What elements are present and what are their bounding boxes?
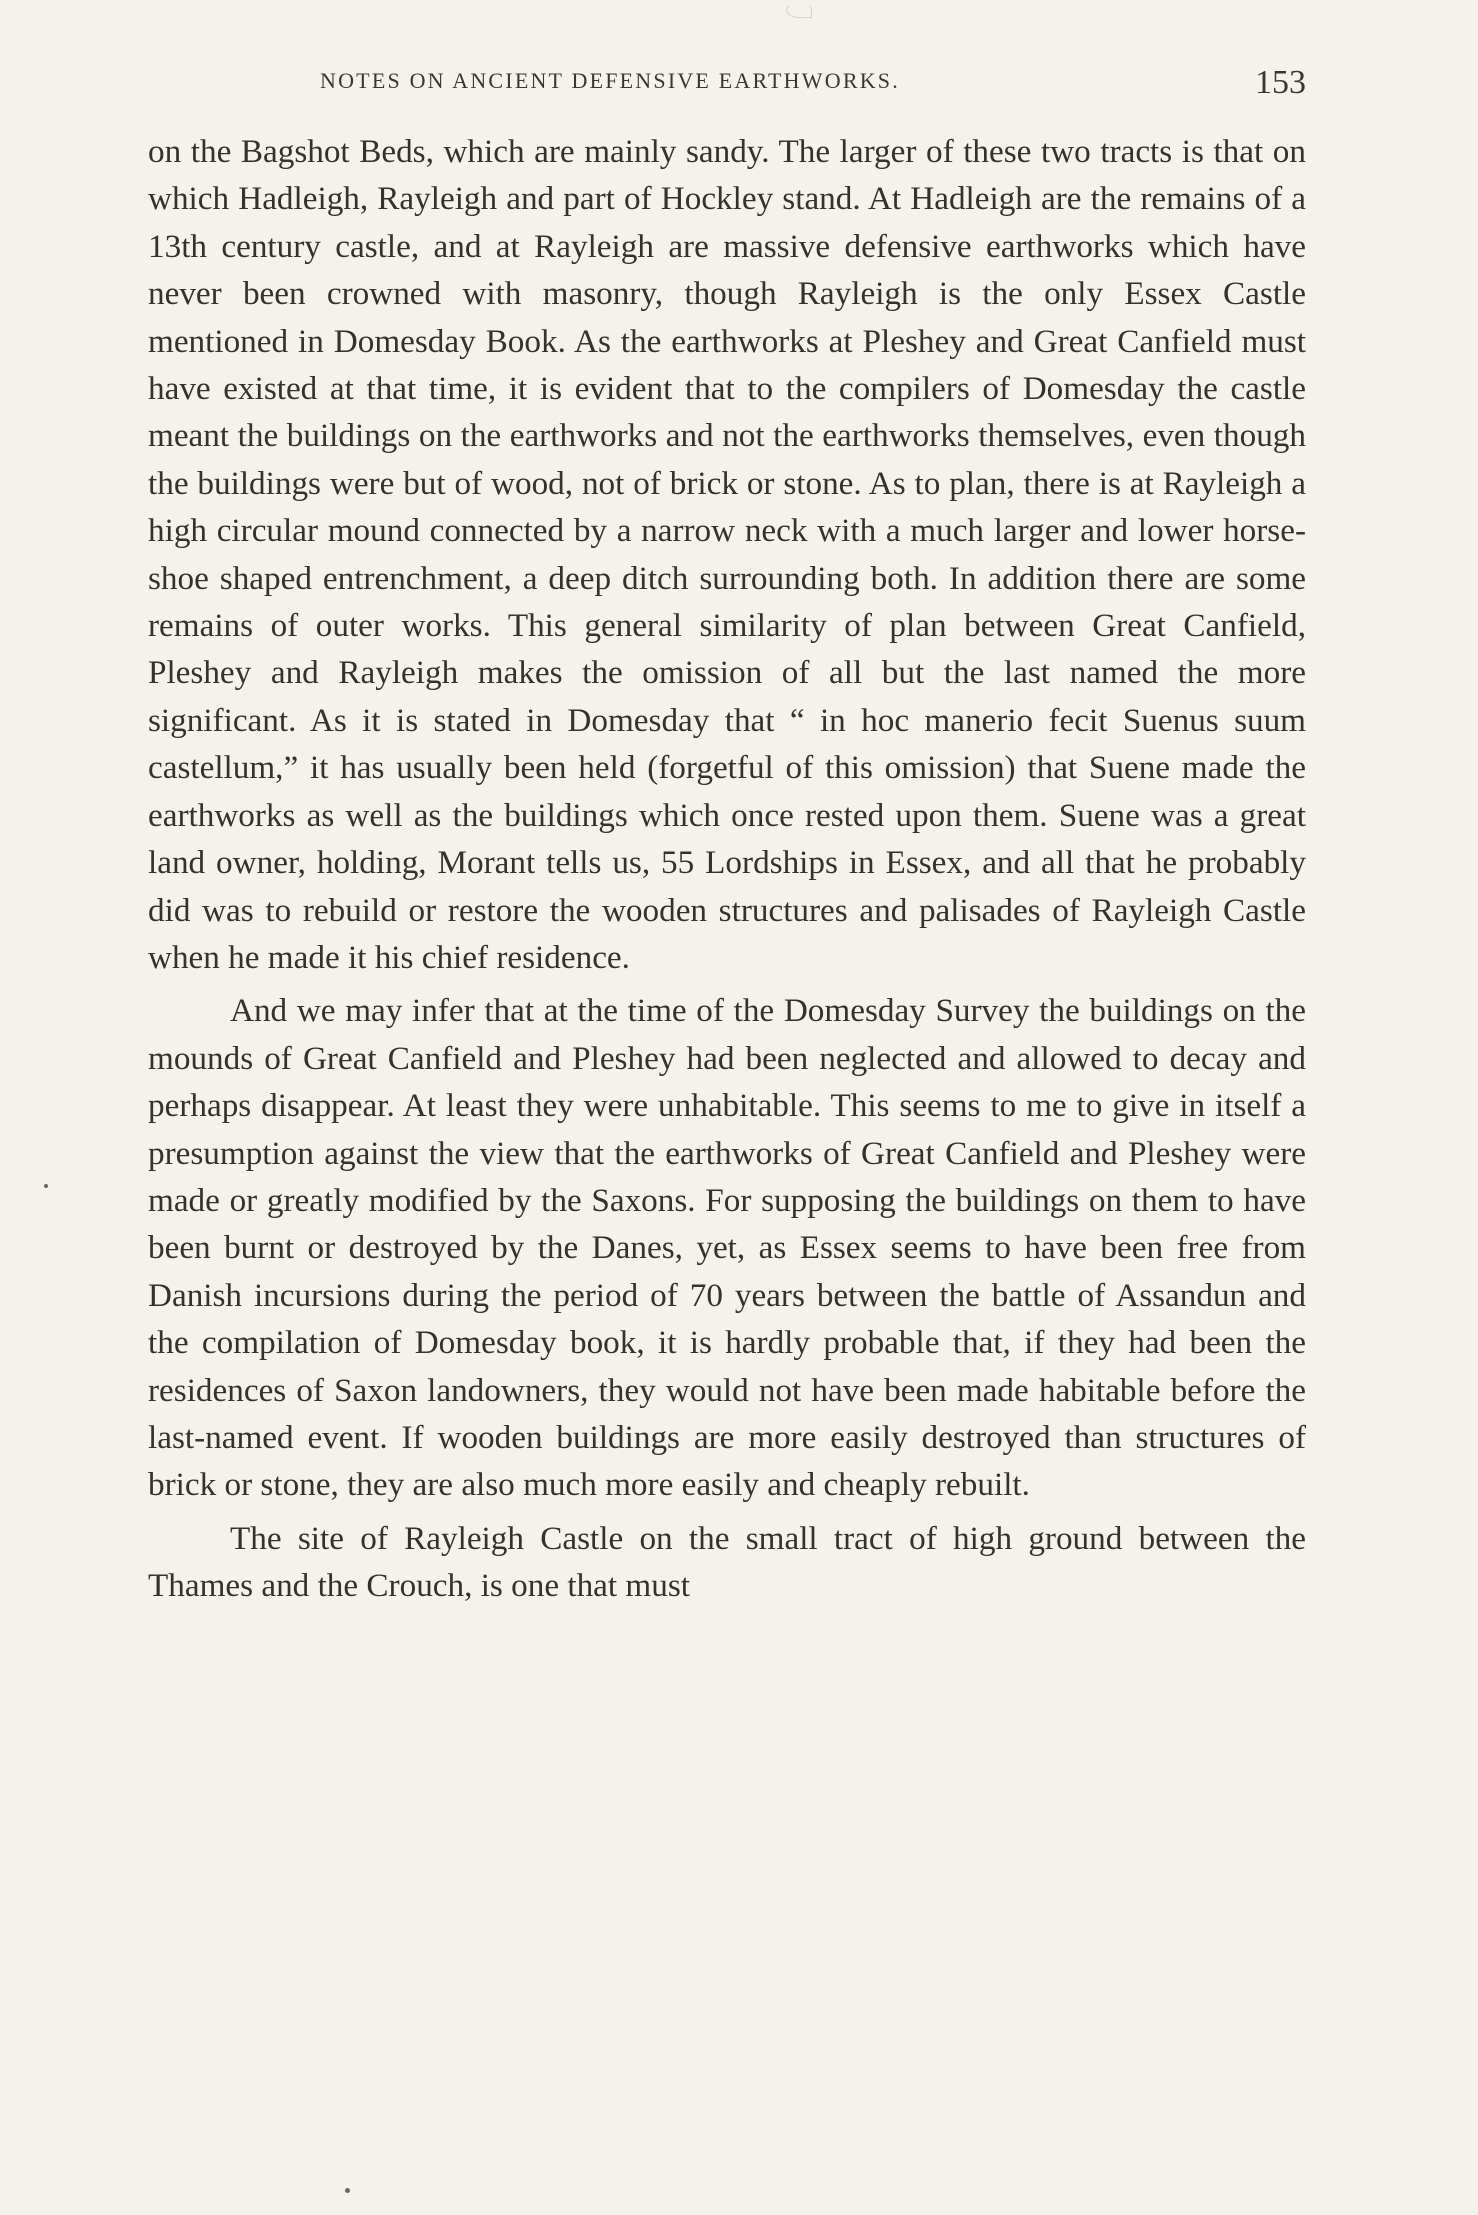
ink-speck — [345, 2188, 350, 2193]
page-header — [148, 64, 1306, 118]
paragraph: And we may infer that at the time of the Domesday Survey the buildings on the mounds of Great Canfield and Pleshey had been neglected and allowed to decay and perhaps disappear. At least they were unhabitable. This seems to me to give in itself a presumption against the view that the earthworks of Great Canfield and Pleshey were made or greatly modified by the Saxons. For supposing the buildings on them to have been burnt or destroyed by the Danes, yet, as Essex seems to have been free from Danish incursions during the period of 70 years between the battle of Assandun and the compilation of Domesday book, it is hardly probable that, if they had been the residences of Saxon landowners, they would not have been made habitable before the last-named event. If wooden buildings are more easily destroyed than structures of brick or stone, they are also much more easily and cheaply rebuilt. — [148, 992, 1306, 1504]
ink-speck — [44, 1184, 48, 1188]
page-number: 153 — [1255, 64, 1306, 101]
body-text — [148, 128, 1306, 1610]
paragraph-continued: on the Bagshot Beds, which are mainly sandy. The larger of these two tracts is that on which Hadleigh, Rayleigh and part of Hockley stand. At Hadleigh are the remains of a 13th century castle, and at Rayleigh are massive defensive earthworks which have never been crowned with masonry, though Rayleigh is the only Essex Castle mentioned in Domesday Book. As the earthworks at Pleshey and Great Canfield must have existed at that time, it is evident that to the compilers of Domesday the castle meant the buildings on the earthworks and not the earthworks themselves, even though the buildings were but of wood, not of brick or stone. As to plan, there is at Rayleigh a high circular mound connected by a narrow neck with a much larger and lower horse-shoe shaped entrenchment, a deep ditch surrounding both. In addition there are some remains of outer works. This general similarity of plan between Great Canfield, Pleshey and Rayleigh makes the omission of all but the last named the more significant. As it is stated in Domesday that “ in hoc manerio fecit Suenus suum castellum,” it has usually been held (forgetful of this omission) that Suene made the earthworks as well as the buildings which once rested upon them. Suene was a great land owner, holding, Morant tells us, 55 Lordships in Essex, and all that he probably did was to rebuild or restore the wooden structures and palisades of Rayleigh Castle when he made it his chief residence. — [148, 133, 1306, 976]
paragraph: The site of Rayleigh Castle on the small tract of high ground between the Thames and the Crouch, is one that must — [148, 1519, 1306, 1605]
running-title: NOTES ON ANCIENT DEFENSIVE EARTHWORKS. — [320, 68, 900, 93]
paper-blemish — [786, 2, 812, 18]
